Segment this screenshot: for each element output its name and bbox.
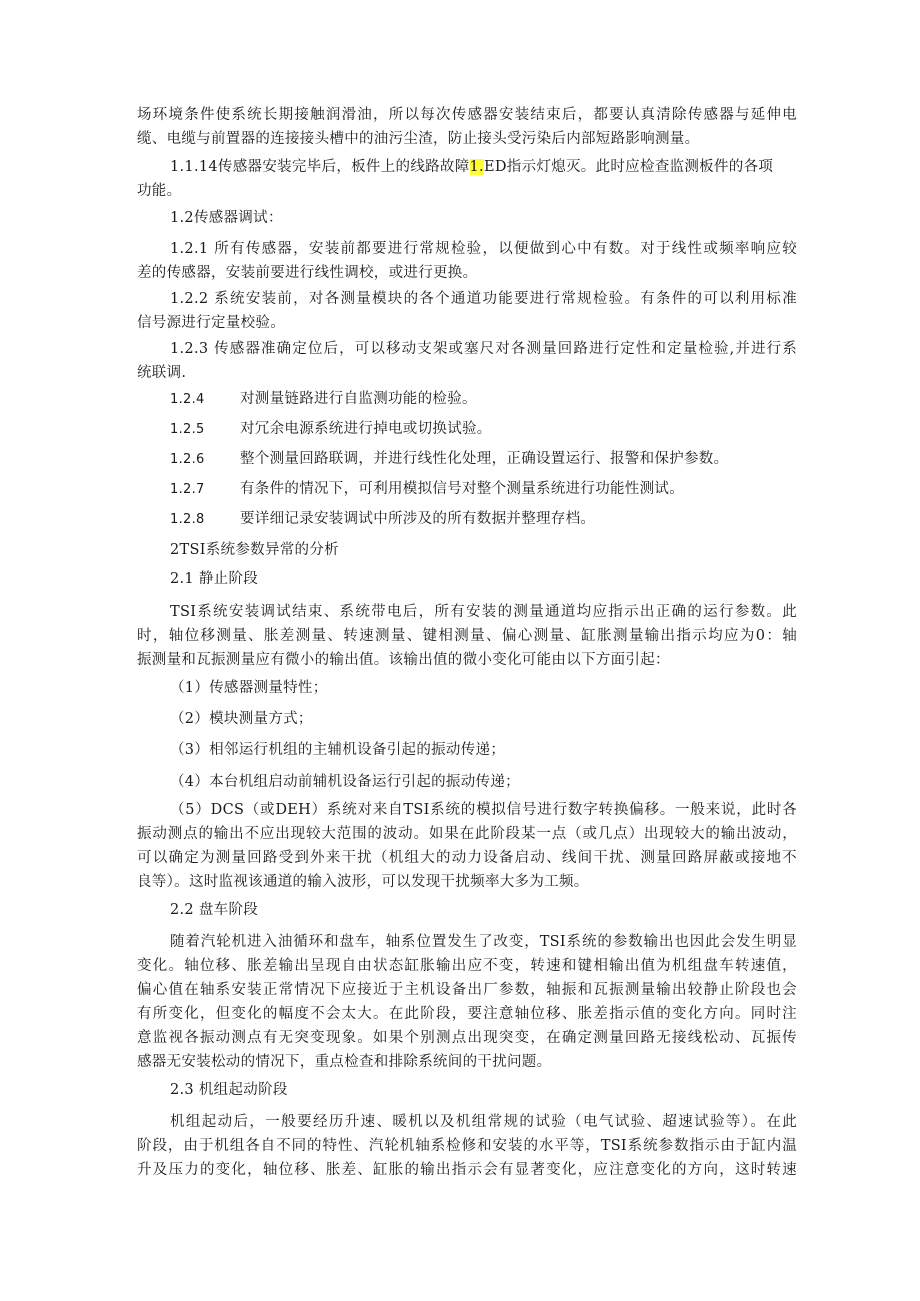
section-heading-2-2: 2.2 盘车阶段: [170, 902, 259, 918]
section-heading-1-2: 1.2传感器调试：: [170, 210, 283, 226]
list-item: [170, 480, 830, 499]
item-number: 1.2.4: [170, 392, 205, 407]
paragraph-line: 统联调.: [137, 365, 187, 381]
item-text: 对测量链路进行自监测功能的检验。: [240, 391, 477, 407]
section-1-1-14-line: [170, 158, 797, 176]
item-text: 对冗余电源系统进行掉电或切换试验。: [240, 421, 492, 437]
paragraph-line: 信号源进行定量校验。: [137, 315, 285, 331]
paragraph-line: 变化。轴位移、胀差输出呈现自由状态缸胀输出应不变，转速和键相输出值为机组盘车转速值，: [137, 958, 797, 974]
paragraph-line: TSI系统安装调试结束、系统带电后，所有安装的测量通道均应指示出正确的运行参数。此: [170, 604, 797, 620]
section-heading-2: 2TSI系统参数异常的分析: [170, 542, 339, 558]
paragraph-line: 阶段，由于机组各自不同的特性、汽轮机轴系检修和安装的水平等，TSI系统参数指示由于缸内温: [137, 1138, 797, 1154]
item-number: 1.2.6: [170, 452, 205, 467]
paragraph-line: 1.2.1 所有传感器，安装前都要进行常规检验，以便做到心中有数。对于线性或频率响应较: [170, 241, 797, 257]
item-number: 1.2.8: [170, 512, 205, 527]
item-text: 要详细记录安装调试中所涉及的所有数据并整理存档。: [240, 511, 596, 527]
section-heading-2-1: 2.1 静止阶段: [170, 571, 259, 587]
paragraph-line: 1.2.3 传感器准确定位后，可以移动支架或塞尺对各测量回路进行定性和定量检验,并进行系: [170, 341, 797, 357]
list-item: [170, 450, 830, 469]
list-item: [170, 420, 830, 439]
item-text: 整个测量回路联调，并进行线性化处理，正确设置运行、报警和保护参数。: [240, 451, 729, 467]
section-heading-2-3: 2.3 机组起动阶段: [170, 1082, 288, 1098]
paragraph-line: 随着汽轮机进入油循环和盘车，轴系位置发生了改变，TSI系统的参数输出也因此会发生明显: [170, 934, 797, 950]
paragraph-line: 场环境条件使系统长期接触润滑油，所以每次传感器安装结束后，都要认真清除传感器与延伸电: [137, 107, 797, 123]
paragraph-line: 功能。: [137, 183, 182, 199]
list-item: [170, 510, 830, 529]
text-segment: 1.1.14传感器安装完毕后，板件上的线路故障: [170, 159, 470, 175]
paragraph-line: 1.2.2 系统安装前，对各测量模块的各个通道功能要进行常规检验。有条件的可以利用标准: [170, 291, 797, 307]
item-text: 有条件的情况下，可利用模拟信号对整个测量系统进行功能性测试。: [240, 481, 684, 497]
paragraph-line: 振动测点的输出不应出现较大范围的波动。如果在此阶段某一点（或几点）出现较大的输出波动，: [137, 826, 797, 842]
paragraph-line: 升及压力的变化，轴位移、胀差、缸胀的输出指示会有显著变化，应注意变化的方向，这时转速: [137, 1162, 797, 1178]
paragraph-line: 缆、电缆与前置器的连接接头槽中的油污尘渣，防止接头受污染后内部短路影响测量。: [137, 131, 700, 147]
paragraph-line: 机组起动后，一般要经历升速、暖机以及机组常规的试验（电气试验、超速试验等）。在此: [170, 1114, 797, 1130]
paragraph-line: 意监视各振动测点有无突变现象。如果个别测点出现突变，在确定测量回路无接线松动、瓦振传: [137, 1030, 797, 1046]
item-number: 1.2.7: [170, 482, 205, 497]
item-number: 1.2.5: [170, 422, 205, 437]
text-segment: ED指示灯熄灭。此时应检查监测板件的各项: [483, 159, 774, 175]
list-item: （2）模块测量方式；: [170, 711, 313, 727]
paragraph-line: 有所变化，但变化的幅度不会太大。在此阶段，要注意轴位移、胀差指示值的变化方向。同时注: [137, 1006, 797, 1022]
paragraph-line: 可以确定为测量回路受到外来干扰（机组大的动力设备启动、线间干扰、测量回路屏蔽或接地不: [137, 850, 797, 866]
list-item: [170, 390, 830, 409]
highlighted-text: 1.: [469, 159, 484, 175]
paragraph-line: 差的传感器，安装前要进行线性调校，或进行更换。: [137, 265, 478, 281]
paragraph-line: 良等）。这时监视该通道的输入波形，可以发现干扰频率大多为工频。: [137, 874, 589, 890]
paragraph-line: 感器无安装松动的情况下，重点检查和排除系统间的干扰问题。: [137, 1054, 552, 1070]
list-item: （1）传感器测量特性；: [170, 680, 328, 696]
paragraph-line: 时，轴位移测量、胀差测量、转速测量、键相测量、偏心测量、缸胀测量输出指示均应为0：轴: [137, 628, 797, 644]
paragraph-line: 偏心值在轴系安装正常情况下应接近于主机设备出厂参数，轴振和瓦振测量输出较静止阶段也会: [137, 982, 797, 998]
list-item: （3）相邻运行机组的主辅机设备引起的振动传递；: [170, 742, 506, 758]
paragraph-line: 振测量和瓦振测量应有微小的输出值。该输出值的微小变化可能由以下方面引起：: [137, 652, 670, 668]
paragraph-line: （5）DCS（或DEH）系统对来自TSI系统的模拟信号进行数字转换偏移。一般来说，此时各: [170, 802, 797, 818]
list-item: （4）本台机组启动前辅机设备运行引起的振动传递；: [170, 774, 520, 790]
